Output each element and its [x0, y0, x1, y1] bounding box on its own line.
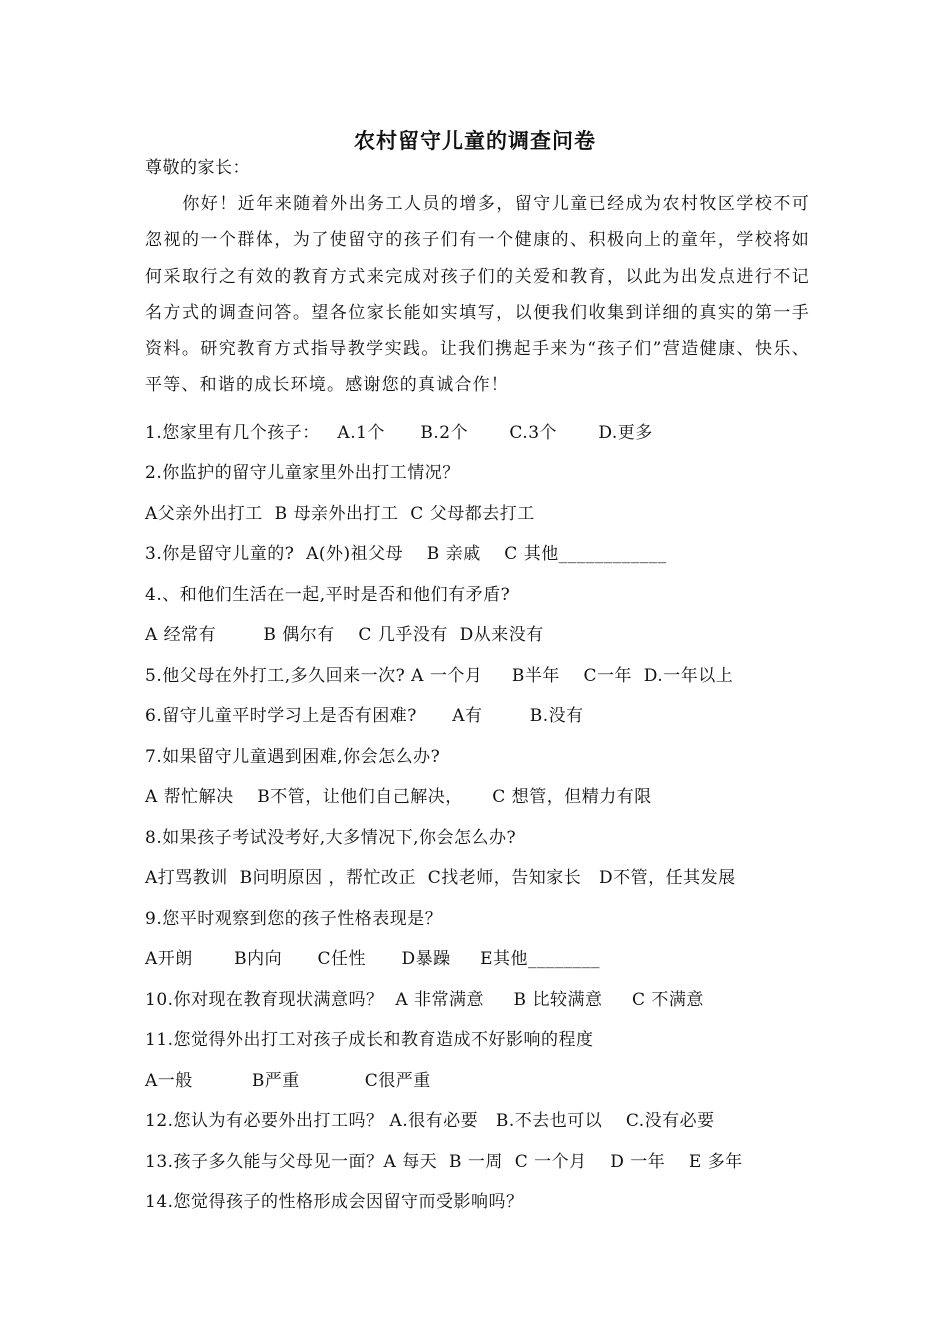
- intro-paragraph: 你好！近年来随着外出务工人员的增多，留守儿童已经成为农村牧区学校不可忽视的一个群体，为了使留守的孩子们有一个健康的、积极向上的童年，学校将如何采取行之有效的教育方式来完成对孩子们的关爱和教育，以此为出发点进行不记名方式的调查问答。望各位家长能如实填写，以便我们收集到详细的真实的第一手资料。研究教育方式指导教学实践。让我们携起手来为“孩子们”营造健康、快乐、平等、和谐的成长环境。感谢您的真诚合作！: [145, 194, 810, 396]
- question-14: 14.您觉得孩子的性格形成会因留守而受影响吗？: [145, 1192, 524, 1212]
- question-4-options: A 经常有 B 偶尔有 C 几乎没有 D从来没有: [145, 625, 544, 645]
- document-title: 农村留守儿童的调查问卷: [354, 129, 596, 153]
- question-5: 5.他父母在外打工,多久回来一次? A 一个月 B半年 C一年 D.一年以上: [145, 666, 734, 686]
- question-9-options: A开朗 B内向 C任性 D暴躁 E其他________: [145, 949, 601, 969]
- question-6: 6.留守儿童平时学习上是否有困难? A有 B.没有: [145, 706, 584, 726]
- question-3: 3.你是留守儿童的? A(外)祖父母 B 亲戚 C 其他____________: [145, 544, 667, 564]
- question-2: 2.你监护的留守儿童家里外出打工情况？: [145, 463, 460, 483]
- question-10: 10.你对现在教育现状满意吗？ A 非常满意 B 比较满意 C 不满意: [145, 990, 704, 1010]
- greeting: 尊敬的家长：: [145, 158, 250, 178]
- question-7-options: A 帮忙解决 B不管，让他们自己解决， C 想管，但精力有限: [145, 787, 652, 807]
- question-11-options: A一般 B严重 C很严重: [145, 1071, 431, 1091]
- question-1: 1.您家里有几个孩子： A.1个 B.2个 C.3个 D.更多: [145, 423, 653, 443]
- question-8-options: A打骂教训 B问明原因 ，帮忙改正 C找老师，告知家长 D不管，任其发展: [145, 868, 736, 888]
- question-4: 4.、和他们生活在一起,平时是否和他们有矛盾?: [145, 585, 511, 605]
- question-11: 11.您觉得外出打工对孩子成长和教育造成不好影响的程度: [145, 1030, 594, 1050]
- question-9: 9.您平时观察到您的孩子性格表现是？: [145, 909, 443, 929]
- question-8: 8.如果孩子考试没考好,大多情况下,你会怎么办?: [145, 828, 517, 848]
- question-13: 13.孩子多久能与父母见一面？A 每天 B 一周 C 一个月 D 一年 E 多年: [145, 1152, 743, 1172]
- question-7: 7.如果留守儿童遇到困难,你会怎么办?: [145, 747, 441, 767]
- question-2-options: A父亲外出打工 B 母亲外出打工 C 父母都去打工: [145, 504, 535, 524]
- question-12: 12.您认为有必要外出打工吗？ A.很有必要 B.不去也可以 C.没有必要: [145, 1111, 715, 1131]
